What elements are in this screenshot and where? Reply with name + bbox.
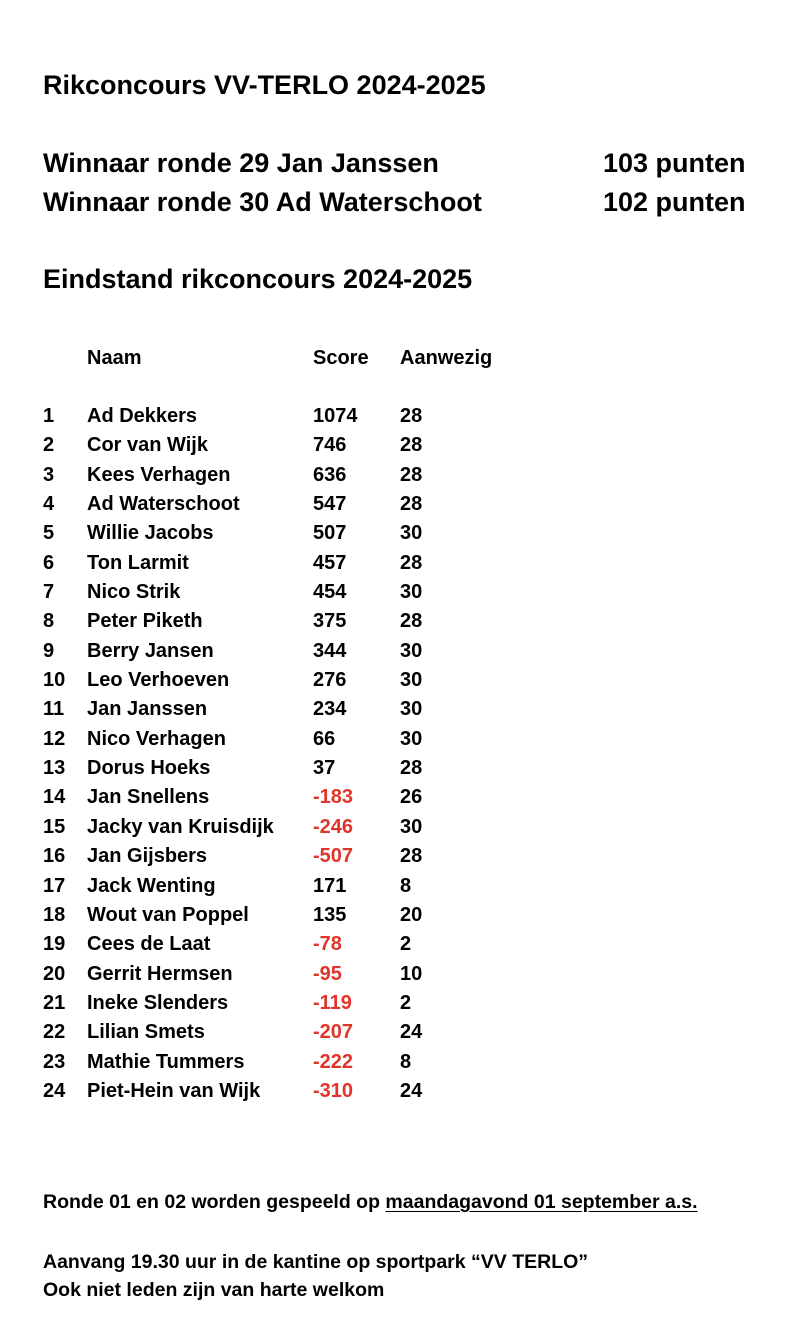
row-score: 276 [313, 669, 347, 692]
row-rank: 6 [43, 551, 55, 574]
footer-schedule-date: maandagavond 01 september a.s. [385, 1191, 698, 1213]
document-title: Rikconcours VV-TERLO 2024-2025 [43, 70, 486, 100]
table-row [43, 695, 563, 724]
row-rank: 5 [43, 522, 55, 545]
footer-welcome: Ook niet leden zijn van harte welkom [43, 1279, 385, 1301]
row-rank: 22 [43, 1021, 66, 1044]
row-score: -78 [313, 933, 342, 956]
row-score: -119 [313, 991, 352, 1014]
table-row [43, 930, 563, 959]
winner-points: 103 punten [603, 148, 746, 178]
winner-text: Winnaar ronde 29 Jan Janssen [43, 148, 439, 178]
row-rank: 20 [43, 962, 66, 985]
row-score: 135 [313, 903, 347, 926]
row-present: 20 [400, 903, 423, 926]
table-row [43, 989, 563, 1018]
row-rank: 8 [43, 610, 55, 633]
row-name: Dorus Hoeks [87, 757, 211, 780]
row-present: 28 [400, 757, 423, 780]
row-present: 2 [400, 991, 412, 1014]
row-rank: 3 [43, 463, 55, 486]
row-score: 547 [313, 493, 347, 516]
row-score: 1074 [313, 405, 358, 427]
row-name: Jacky van Kruisdijk [87, 815, 274, 838]
row-name: Ad Dekkers [87, 405, 198, 427]
row-score: -207 [313, 1021, 354, 1044]
table-row [43, 813, 563, 842]
row-present: 28 [400, 434, 423, 457]
row-rank: 14 [43, 786, 66, 809]
row-present: 30 [400, 639, 423, 662]
table-header [43, 344, 563, 372]
row-rank: 7 [43, 581, 55, 604]
table-row [43, 960, 563, 989]
table-row [43, 1018, 563, 1047]
row-present: 28 [400, 405, 423, 427]
row-present: 2 [400, 933, 412, 956]
row-present: 30 [400, 698, 423, 721]
row-name: Peter Piketh [87, 610, 203, 633]
row-score: -222 [313, 1050, 354, 1073]
footer-schedule [43, 1188, 698, 1216]
table-row [43, 783, 563, 812]
row-present: 28 [400, 463, 423, 486]
row-rank: 19 [43, 933, 66, 956]
row-score: 344 [313, 639, 347, 662]
row-rank: 4 [43, 493, 55, 516]
row-name: Jan Gijsbers [87, 845, 208, 868]
standings-title: Eindstand rikconcours 2024-2025 [43, 264, 473, 294]
row-name: Piet-Hein van Wijk [87, 1079, 261, 1102]
header-score: Score [313, 347, 369, 369]
row-present: 24 [400, 1079, 423, 1102]
row-score: -310 [313, 1079, 354, 1102]
row-name: Gerrit Hermsen [87, 962, 233, 985]
row-name: Nico Strik [87, 581, 181, 604]
row-rank: 12 [43, 727, 66, 750]
row-score: -246 [313, 815, 354, 838]
table-row [43, 1077, 563, 1106]
row-present: 26 [400, 786, 423, 809]
row-rank: 15 [43, 815, 66, 838]
table-row [43, 549, 563, 578]
winner-points: 102 punten [603, 187, 746, 217]
row-score: 507 [313, 522, 347, 545]
row-name: Cor van Wijk [87, 434, 208, 457]
row-present: 30 [400, 669, 423, 692]
row-name: Wout van Poppel [87, 903, 249, 926]
row-rank: 11 [43, 698, 65, 721]
row-present: 28 [400, 493, 423, 516]
table-row [43, 431, 563, 460]
table-row [43, 666, 563, 695]
table-row [43, 402, 563, 431]
row-name: Ineke Slenders [87, 991, 229, 1014]
row-present: 28 [400, 551, 423, 574]
header-present: Aanwezig [400, 347, 493, 369]
row-score: 454 [313, 581, 347, 604]
row-present: 30 [400, 727, 423, 750]
row-name: Nico Verhagen [87, 727, 226, 750]
row-score: 66 [313, 727, 336, 750]
row-name: Willie Jacobs [87, 522, 214, 545]
row-score: 457 [313, 551, 347, 574]
row-score: 171 [313, 874, 347, 897]
row-rank: 2 [43, 434, 55, 457]
row-present: 28 [400, 845, 423, 868]
row-present: 10 [400, 962, 423, 985]
row-score: 234 [313, 698, 347, 721]
row-name: Ad Waterschoot [87, 493, 240, 516]
header-name: Naam [87, 347, 142, 369]
row-rank: 16 [43, 845, 66, 868]
row-rank: 21 [43, 991, 66, 1014]
row-name: Jack Wenting [87, 874, 216, 897]
row-name: Cees de Laat [87, 933, 211, 956]
row-present: 28 [400, 610, 423, 633]
row-name: Ton Larmit [87, 551, 189, 574]
row-present: 8 [400, 874, 412, 897]
footer-start-time: Aanvang 19.30 uur in de kantine op sportpark “VV TERLO” [43, 1251, 589, 1273]
table-row [43, 490, 563, 519]
row-name: Jan Janssen [87, 698, 208, 721]
row-score: 746 [313, 434, 347, 457]
row-score: 375 [313, 610, 347, 633]
table-row [43, 842, 563, 871]
table-row [43, 754, 563, 783]
row-rank: 13 [43, 757, 66, 780]
row-rank: 23 [43, 1050, 66, 1073]
table-row [43, 725, 563, 754]
row-score: -183 [313, 786, 354, 809]
table-row [43, 901, 563, 930]
table-row [43, 637, 563, 666]
table-row [43, 461, 563, 490]
row-score: -95 [313, 962, 342, 985]
row-present: 24 [400, 1021, 423, 1044]
row-rank: 18 [43, 903, 66, 926]
footer-schedule-text: Ronde 01 en 02 worden gespeeld op [43, 1191, 386, 1213]
row-rank: 10 [43, 669, 66, 692]
row-name: Jan Snellens [87, 786, 210, 809]
row-rank: 9 [43, 639, 55, 662]
row-present: 30 [400, 815, 423, 838]
row-score: 37 [313, 757, 336, 780]
row-name: Leo Verhoeven [87, 669, 230, 692]
table-row [43, 519, 563, 548]
row-present: 30 [400, 522, 423, 545]
table-row [43, 607, 563, 636]
row-present: 30 [400, 581, 423, 604]
row-name: Kees Verhagen [87, 463, 231, 486]
row-name: Mathie Tummers [87, 1050, 245, 1073]
table-row [43, 1048, 563, 1077]
row-score: 636 [313, 463, 347, 486]
row-rank: 17 [43, 874, 66, 897]
row-score: -507 [313, 845, 354, 868]
row-present: 8 [400, 1050, 412, 1073]
winner-text: Winnaar ronde 30 Ad Waterschoot [43, 187, 482, 217]
table-row [43, 872, 563, 901]
row-name: Lilian Smets [87, 1021, 205, 1044]
standings-table [43, 402, 563, 1106]
row-rank: 24 [43, 1079, 66, 1102]
row-rank: 1 [43, 405, 55, 427]
table-row [43, 578, 563, 607]
row-name: Berry Jansen [87, 639, 214, 662]
